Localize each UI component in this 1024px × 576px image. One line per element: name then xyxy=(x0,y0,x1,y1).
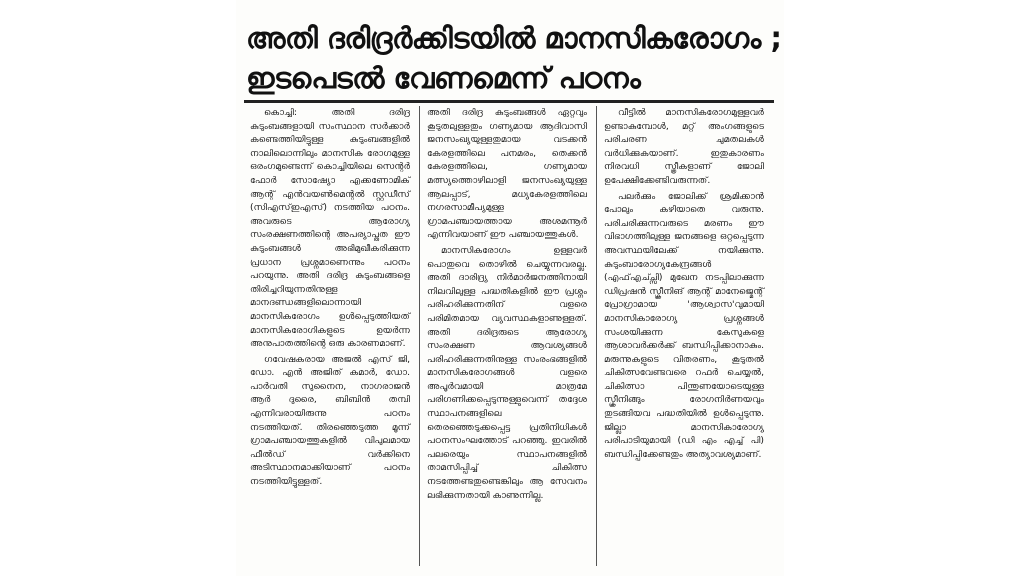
article-column-3 xyxy=(604,106,764,461)
headline-rule xyxy=(244,100,774,103)
column-1-paragraph-1: കൊച്ചി: അതി ദരിദ്ര കുടുംബങ്ങളായി സംസ്ഥാന സർക്കാർ കണ്ടെത്തിയിട്ടുള്ള കുടുംബങ്ങളിൽ നാലിലൊന്നിലും മാനസിക രോഗമുള്ള ഒരംഗമുണ്ടെന്ന് കൊച്ചിയിലെ സെന്റർ ഫോർ സോഷ്യോ എക്കണോമിക് ആന്റ് എൻവയൺമെന്റൽ സ്റ്റഡീസ് (സിഎസ്ഇഎസ്) നടത്തിയ പഠനം. അവരുടെ ആരോഗ്യ സംരക്ഷണത്തിന്റെ അപര്യാപ്തത ഈ കുടുംബങ്ങൾ അഭിമുഖീകരിക്കുന്ന പ്രധാന പ്രശ്നമാണെന്നും പഠനം പറയുന്നു. അതി ദരിദ്ര കുടുംബങ്ങളെ തിരിച്ചറിയുന്നതിനുള്ള മാനദണ്ഡങ്ങളിലൊന്നായി മാനസികരോഗം ഉൾപ്പെടുത്തിയത് മാനസികരോഗികളുടെ ഉയർന്ന അനുപാതത്തിന്റെ ഒരു കാരണമാണ്. xyxy=(250,107,410,350)
column-2-paragraph-1: അതി ദരിദ്ര കുടുംബങ്ങൾ ഏറ്റവും കൂടുതലുള്ളതും ഗണ്യമായ ആദിവാസി ജനസംഖ്യയുള്ളതുമായ വടക്കൻ കേരളത്തിലെ പനമരം, തെക്കൻ കേരളത്തിലെ, ഗണ്യമായ മത്സ്യത്തൊഴിലാളി ജനസംഖ്യയുള്ള ആലപ്പാട്, മധ്യകേരളത്തിലെ നഗരസാമീപ്യമുള്ള ഗ്രാമപഞ്ചായത്തായ അശമന്നൂർ എന്നിവയാണ് ഈ പഞ്ചായത്തുകൾ. xyxy=(427,107,587,241)
column-2-paragraph-2: മാനസികരോഗം ഉള്ളവർ പൊതുവെ തൊഴിൽ ചെയ്യുന്നവരല്ല. അതി ദാരിദ്ര്യ നിർമാർജനത്തിനായി നിലവിലുള്ള പദ്ധതികളിൽ ഈ പ്രശ്നം പരിഹരിക്കുന്നതിന് വളരെ പരിമിതമായ വ്യവസ്ഥകളാണുള്ളത്. അതി ദരിദ്രരുടെ ആരോഗ്യ സംരക്ഷണ ആവശ്യങ്ങൾ പരിഹരിക്കുന്നതിനുള്ള സംരംഭങ്ങളിൽ മാനസികരോഗങ്ങൾ വളരെ അപൂർവമായി മാത്രമേ പരിഗണിക്കപ്പെടുന്നുള്ളുവെന്ന് തദ്ദേശ സ്ഥാപനങ്ങളിലെ തെരഞ്ഞെടുക്കപ്പെട്ട പ്രതിനിധികൾ പഠനസംഘത്തോട് പറഞ്ഞു. ഇവരിൽ പലരെയും സ്ഥാപനങ്ങളിൽ താമസിപ്പിച്ച് ചികിത്സ നടത്തേണ്ടതുണ്ടെങ്കിലും ആ സേവനം ലഭിക്കുന്നതായി കാണുന്നില്ല. xyxy=(427,244,587,501)
headline xyxy=(246,18,782,98)
headline-line-1: അതി ദരിദ്രർക്കിടയിൽ മാനസികരോഗം ; xyxy=(246,21,782,55)
column-divider xyxy=(419,106,420,566)
article-column-1 xyxy=(250,106,410,489)
column-1-paragraph-2: ഗവേഷകരായ അജൽ എസ് ജി, ഡോ. എൻ അജിത് കമാർ, ഡോ. പാർവതി സുനൈന, നാഗരാജൻ ആർ ദുരൈ, ബിബിൻ തമ്പി എന്നിവരായിരുന്നു പഠനം നടത്തിയത്. തിരഞ്ഞെടുത്ത മൂന്ന് ഗ്രാമപഞ്ചായത്തുകളിൽ വിപുലമായ ഫീൽഡ് വർക്കിനെ അടിസ്ഥാനമാക്കിയാണ് പഠനം നടത്തിയിട്ടുള്ളത്. xyxy=(250,353,410,488)
article-column-2 xyxy=(427,106,587,502)
column-3-paragraph-1: വീട്ടിൽ മാനസികരോഗമുള്ളവർ ഉണ്ടാകുമ്പോൾ, മറ്റ് അംഗങ്ങളുടെ പരിചരണ ചുമതലകൾ വർധിക്കുകയാണ്. ഇതുകാരണം നിരവധി സ്ത്രീകളാണ് ജോലി ഉപേക്ഷിക്കേണ്ടിവരുന്നത്. xyxy=(604,107,764,186)
column-divider xyxy=(596,106,597,566)
column-3-paragraph-2: പലർക്കും ജോലിക്ക് ശ്രമിക്കാൻ പോലും കഴിയാതെ വരുന്നു. പരിചരിക്കുന്നവരുടെ മരണം ഈ വിഭാഗത്തിലുള്ള ജനങ്ങളെ ഒറ്റപ്പെടുന്ന അവസ്ഥയിലേക്ക് നയിക്കുന്നു. കുടുംബാരോഗ്യകേന്ദ്രങ്ങൾ (എഫ്എച്ച്സി) മുഖേന നടപ്പിലാക്കുന്ന ഡിപ്രഷൻ സ്ക്രീനിങ് ആന്റ് മാനേജ്മെന്റ് പ്രോഗ്രാമായ 'ആശ്വാസ'വുമായി മാനസികാരോഗ്യ പ്രശ്നങ്ങൾ സംശയിക്കുന്ന കേസുകളെ ആശാവർക്കർക്ക് ബന്ധിപ്പിക്കാനാകും. മരുന്നുകളുടെ വിതരണം, കൂടുതൽ ചികിത്സവേണ്ടവരെ റഫർ ചെയ്യൽ, ചികിത്സാ പിന്തുണയോടെയുള്ള സ്ക്രീനിങ്ങും രോഗനിർണയവും തുടങ്ങിയവ പദ്ധതിയിൽ ഉൾപ്പെടുന്നു. ജില്ലാ മാനസികാരോഗ്യ പരിപാടിയുമായി (ഡി എം എച്ച് പി) ബന്ധിപ്പിക്കേണ്ടതും അത്യാവശ്യമാണ്. xyxy=(604,190,764,460)
headline-line-2: ഇടപെടൽ വേണമെന്ന് പഠനം xyxy=(246,61,641,95)
